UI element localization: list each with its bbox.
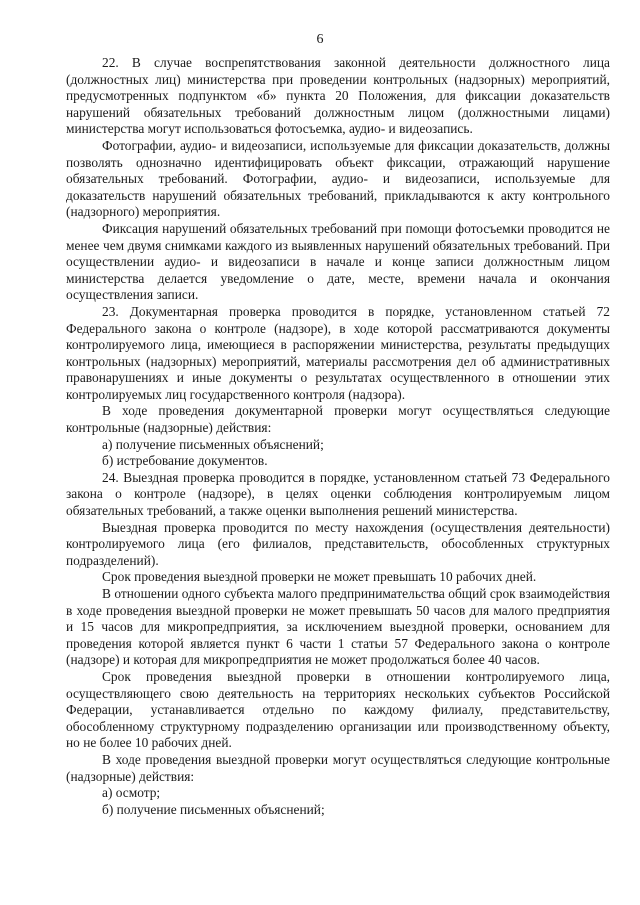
paragraph-field-check-location: Выездная проверка проводится по месту нахождения (осуществления деятельности) контролируемого лица (его филиалов, представительств, обособленных структурных подразделений). xyxy=(66,519,610,568)
paragraph-small-business: В отношении одного субъекта малого предпринимательства общий срок взаимодействия в ходе проведения выездной проверки не может превышать 50 часов для малого предприятия и 15 часов для микропредприятия, за исключением выездной проверки, основанием для проведения которой является пункт 6 части 1 статьи 57 Федерального закона о контроле (надзоре) и которая для микропредприятия не может продолжаться более 40 часов. xyxy=(66,586,610,668)
paragraph-fixation: Фиксация нарушений обязательных требований при помощи фотосъемки проводится не менее чем двумя снимками каждого из выявленных нарушений обязательных требований. При осуществлении аудио- и видеозаписи в начале и конце записи должностным лицом министерства делается уведомление о дате, месте, времени начала и окончания осуществления записи. xyxy=(66,220,610,303)
list-item-a-inspection: а) осмотр; xyxy=(102,785,161,801)
list-item-b-explanations: б) получение письменных объяснений; xyxy=(102,801,325,817)
list-item-b-documents: б) истребование документов. xyxy=(102,453,268,469)
paragraph-photos: Фотографии, аудио- и видеозаписи, используемые для фиксации доказательств, должны позволять однозначно идентифицировать объект фиксации, отражающий нарушение обязательных требований. Фотографии, аудио- и видеозаписи, используемые для доказательств нарушений обязательных требований, прикладываются к акту контрольного (надзорного) мероприятия. xyxy=(66,137,610,220)
paragraph-field-check-term: Срок проведения выездной проверки не может превышать 10 рабочих дней. xyxy=(102,569,537,585)
paragraph-multi-region: Срок проведения выездной проверки в отношении контролируемого лица, осуществляющего свою деятельность на территориях нескольких субъектов Российской Федерации, устанавливается отдельно по каждому филиалу, представительству, обособленному структурному подразделению организации или производственному объекту, но не более 10 рабочих дней. xyxy=(66,668,610,751)
paragraph-doc-check-actions: В ходе проведения документарной проверки могут осуществляться следующие контрольные (надзорные) действия: xyxy=(66,403,610,436)
page-number: 6 xyxy=(316,32,324,47)
paragraph-23: 23. Документарная проверка проводится в порядке, установленном статьей 72 Федерального закона о контроле (надзоре), в ходе которой рассматриваются документы контролируемого лица, имеющиеся в распоряжении министерства, результаты предыдущих контрольных (надзорных) мероприятий, материалы рассмотрения дел об административных правонарушениях и иные документы о результатах осуществленного в отношении этих контролируемых лиц государственного контроля (надзора). xyxy=(66,303,610,402)
document-body xyxy=(66,55,610,818)
paragraph-22: 22. В случае воспрепятствования законной деятельности должностного лица (должностных лиц) министерства при проведении контрольных (надзорных) мероприятий, предусмотренных подпунктом «б» пункта 20 Положения, для фиксации доказательств нарушений обязательных требований должностным лицом (должностными лицами) министерства могут использоваться фотосъемка, аудио- и видеозапись. xyxy=(66,55,610,137)
paragraph-field-check-actions: В ходе проведения выездной проверки могут осуществляться следующие контрольные (надзорные) действия: xyxy=(66,751,610,784)
list-item-a-explanations: а) получение письменных объяснений; xyxy=(102,436,324,452)
paragraph-24: 24. Выездная проверка проводится в порядке, установленном статьей 73 Федерального закона о контроле (надзоре), в целях оценки соблюдения контролируемым лицом обязательных требований, а также оценки выполнения решений министерства. xyxy=(66,469,610,519)
